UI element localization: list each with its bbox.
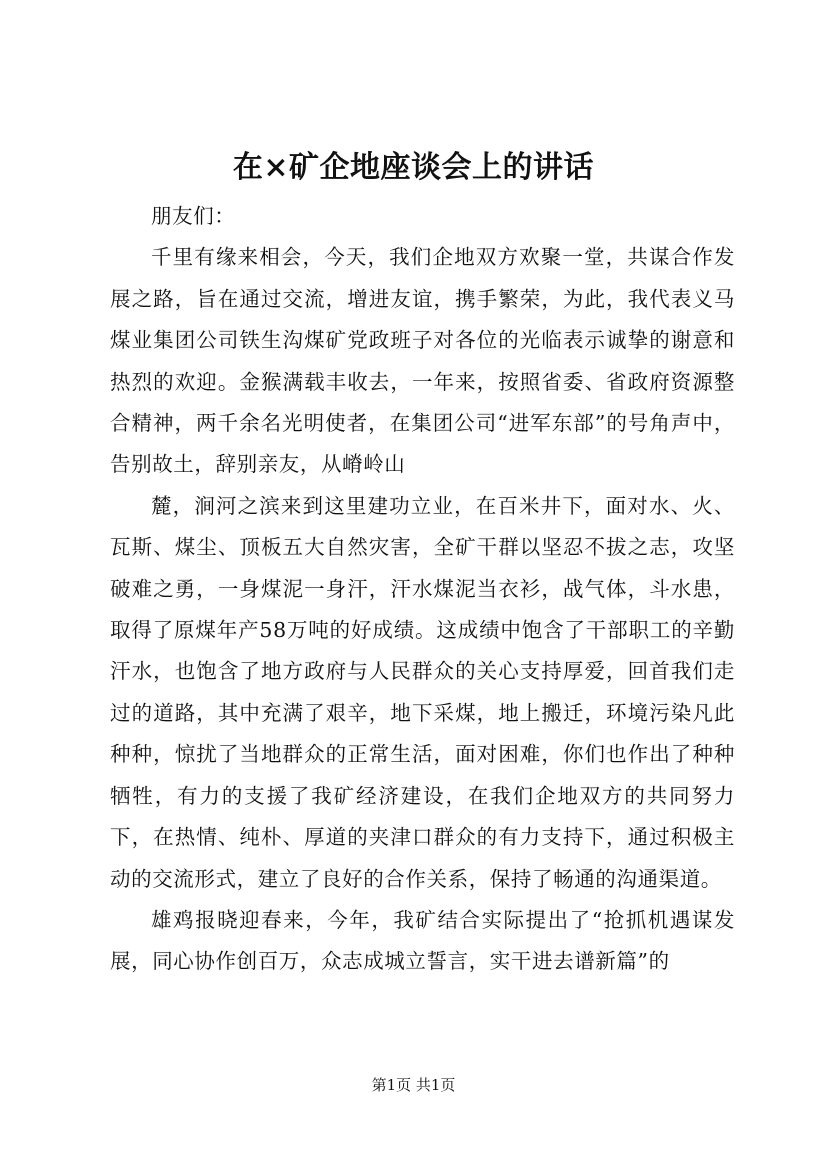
paragraph-2: 麓，涧河之滨来到这里建功立业，在百米井下，面对水、火、瓦斯、煤尘、顶板五大自然灾害，全矿干群以坚忍不拔之志，攻坚破难之勇，一身煤泥一身汗，汗水煤泥当衣衫，战气体，斗水患，取得了原煤年产58万吨的好成绩。这成绩中饱含了干部职工的辛勤汗水，也饱含了地方政府与人民群众的关心支持厚爱，回首我们走过的道路，其中充满了艰辛，地下采煤，地上搬迁，环境污染凡此种种，惊扰了当地群众的正常生活，面对困难，你们也作出了种种牺牲，有力的支援了我矿经济建设，在我们企地双方的共同努力下，在热情、纯朴、厚道的夹津口群众的有力支持下，通过积极主动的交流形式，建立了良好的合作关系，保持了畅通的沟通渠道。 (110, 493, 735, 891)
paragraph-1: 千里有缘来相会，今天，我们企地双方欢聚一堂，共谋合作发展之路，旨在通过交流，增进友谊，携手繁荣，为此，我代表义马煤业集团公司铁生沟煤矿党政班子对各位的光临表示诚挚的谢意和热烈的欢迎。金猴满载丰收去，一年来，按照省委、省政府资源整合精神，两千余名光明使者，在集团公司“进军东部”的号角声中，告别故土，辞别亲友，从嵴岭山 (110, 245, 735, 477)
page-footer: 第1页 共1页 (371, 1076, 456, 1094)
page-title: 在×矿企地座谈会上的讲话 (232, 150, 595, 185)
greeting-line: 朋友们： (151, 204, 236, 228)
paragraph-3: 雄鸡报晓迎春来，今年，我矿结合实际提出了“抢抓机遇谋发展，同心协作创百万，众志成城立誓言，实干进去谱新篇”的 (110, 907, 735, 974)
document-body (110, 196, 735, 983)
